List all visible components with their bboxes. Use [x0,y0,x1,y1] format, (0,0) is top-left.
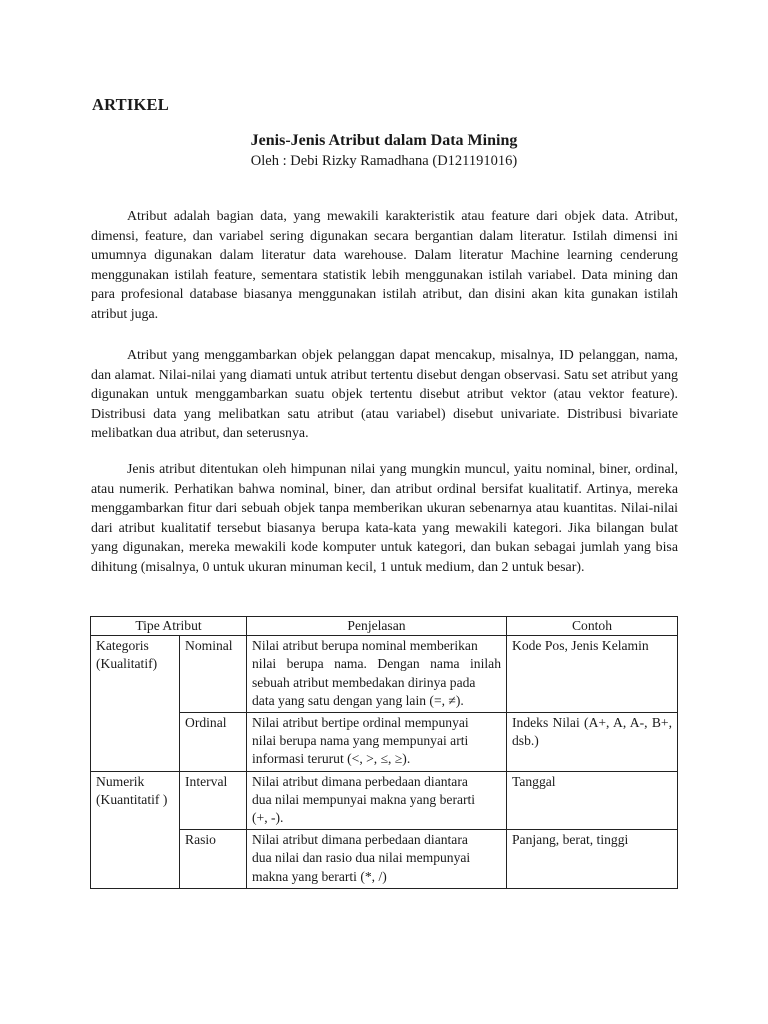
type-cell: Interval [180,771,247,830]
type-cell: Rasio [180,830,247,889]
table-row [91,830,678,889]
explanation-line: dua nilai mempunyai makna yang berarti [252,791,476,807]
table-row [91,713,678,772]
table-row [91,771,678,830]
explanation-line: nilai berupa nama yang mempunyai arti [252,733,469,749]
explanation-line: makna yang berarti (*, /) [252,868,387,884]
header-contoh: Contoh [507,617,678,636]
explanation-line: data yang satu dengan yang lain (=, ≠). [252,692,464,708]
explanation-cell [247,771,507,830]
explanation-cell [247,830,507,889]
explanation-line: informasi terurut (<, >, ≤, ≥). [252,751,411,767]
example-cell: Kode Pos, Jenis Kelamin [507,636,678,713]
group-label-kategoris: Kategoris (Kualitatif) [91,636,180,771]
example-cell: Indeks Nilai (A+, A, A-, B+, dsb.) [507,713,678,772]
article-title: Jenis-Jenis Atribut dalam Data Mining [250,132,518,149]
table-row [91,636,678,713]
header-tipe-atribut: Tipe Atribut [91,617,247,636]
body-paragraph: Atribut adalah bagian data, yang mewakili karakteristik atau feature dari objek data. Atribut, dimensi, feature, dan variabel sering digunakan secara bergantian dalam literatur. Istilah dimensi ini umumnya digunakan dalam literatur data warehouse. Dalam literatur Machine learning cenderung menggunakan istilah feature, sementara statistik lebih menggunakan istilah variabel. Data mining dan para profesional database biasanya menggunakan istilah atribut, dan disini akan kita gunakan istilah atribut juga. [91,209,678,322]
body-paragraph: Atribut yang menggambarkan objek pelanggan dapat mencakup, misalnya, ID pelanggan, nama, dan alamat. Nilai-nilai yang diamati untuk atribut tertentu disebut dengan observasi. Satu set atribut yang digunakan untuk menggambarkan suatu objek tertentu disebut atribut vektor (atau vektor feature). Distribusi data yang melibatkan satu atribut (atau variabel) disebut univariate. Distribusi bivariate melibatkan dua atribut, dan seterusnya. [91,348,678,442]
header-penjelasan: Penjelasan [247,617,507,636]
explanation-line: nilai berupa nama. Dengan nama inilah sebuah atribut membedakan dirinya pada [252,656,501,690]
explanation-line: dua nilai dan rasio dua nilai mempunyai [252,850,471,866]
table-header-row [91,617,678,636]
attribute-types-table [90,616,678,889]
body-paragraph: Jenis atribut ditentukan oleh himpunan nilai yang mungkin muncul, yaitu nominal, biner, ordinal, atau numerik. Perhatikan bahwa nominal, biner, dan atribut ordinal bersifat kualitatif. Artinya, mereka menggambarkan fitur dari sebuah objek tanpa memberikan ukuran sebenarnya atau kuantitas. Nilai-nilai dari atribut kualitatif tersebut biasanya berupa kata-kata yang mewakili kategori. Jika bilangan bulat yang digunakan, mereka mewakili kode komputer untuk kategori, dan bukan sebagai jumlah yang bisa dihitung (misalnya, 0 untuk ukuran minuman kecil, 1 untuk medium, dan 2 untuk besar). [91,462,678,575]
explanation-line: Nilai atribut bertipe ordinal mempunyai [252,715,469,731]
explanation-line: Nilai atribut dimana perbedaan diantara [252,773,468,789]
explanation-line: (+, -). [252,810,284,826]
type-cell: Nominal [180,636,247,713]
group-label-numerik: Numerik (Kuantitatif ) [91,771,180,888]
explanation-line: Nilai atribut dimana perbedaan diantara [252,832,468,848]
example-cell: Tanggal [507,771,678,830]
type-cell: Ordinal [180,713,247,772]
explanation-cell [247,713,507,772]
explanation-line: Nilai atribut berupa nominal memberikan [252,638,478,654]
article-heading: ARTIKEL [92,95,169,114]
example-cell: Panjang, berat, tinggi [507,830,678,889]
author-byline: Oleh : Debi Rizky Ramadhana (D121191016) [250,153,518,169]
explanation-cell [247,636,507,713]
